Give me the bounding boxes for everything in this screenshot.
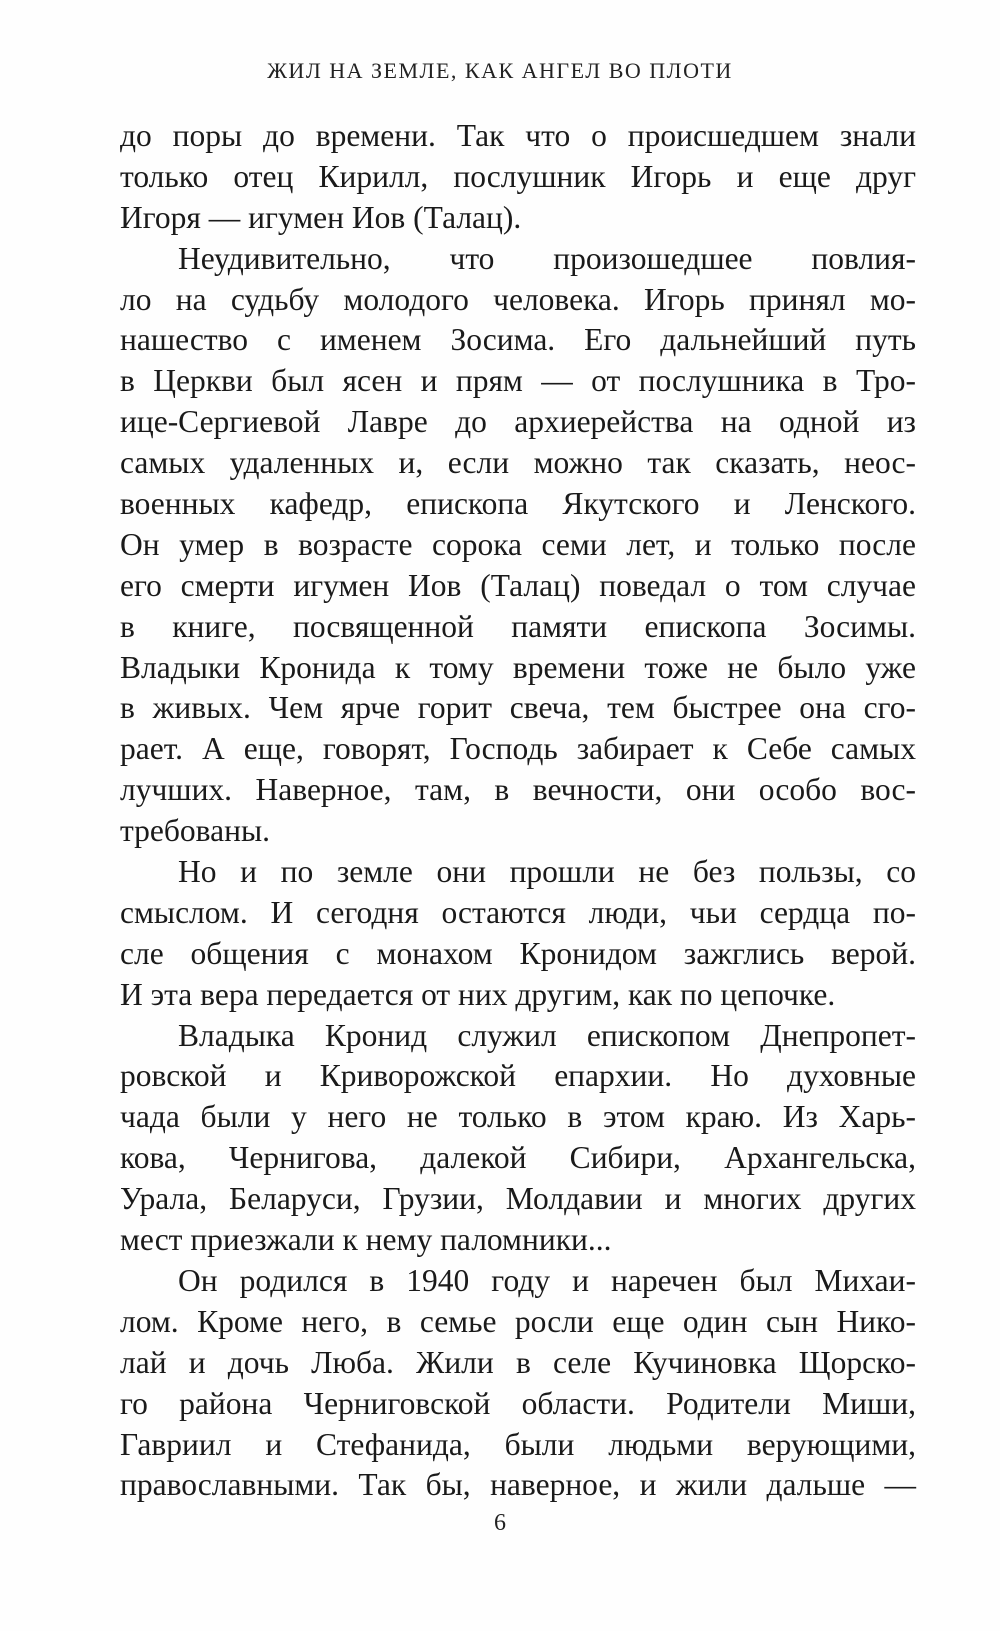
running-head: ЖИЛ НА ЗЕМЛЕ, КАК АНГЕЛ ВО ПЛОТИ (267, 58, 733, 83)
text-line: лом. Кроме него, в семье росли еще один сын Нико- (120, 1303, 916, 1339)
text-line: Гавриил и Стефанида, были людьми верующими, (120, 1426, 916, 1462)
text-line: кова, Чернигова, далекой Сибири, Архангельска, (120, 1140, 916, 1176)
text-line: сле общения с монахом Кронидом зажглись верой. (120, 935, 916, 971)
text-line: Владыки Кронида к тому времени тоже не было уже (120, 649, 916, 685)
text-line: требованы. (120, 813, 270, 849)
text-line: ице-Сергиевой Лавре до архиерейства на одной из (120, 404, 916, 440)
text-line: самых удаленных и, если можно так сказать, неос- (120, 445, 916, 481)
text-line: мест приезжали к нему паломники... (120, 1222, 612, 1258)
page-number: 6 (494, 1510, 506, 1536)
text-line: Урала, Беларуси, Грузии, Молдавии и многих других (120, 1181, 916, 1217)
text-line: ровской и Криворожской епархии. Но духовные (120, 1058, 916, 1094)
text-line: Неудивительно, что произошедшее повлия- (178, 240, 916, 276)
text-line: нашество с именем Зосима. Его дальнейший путь (120, 322, 916, 358)
body-text (120, 116, 916, 1506)
text-line: рает. А еще, говорят, Господь забирает к Себе самых (120, 731, 916, 767)
text-line: Но и по земле они прошли не без пользы, со (178, 854, 916, 890)
text-line: в книге, посвященной памяти епископа Зосимы. (120, 608, 916, 644)
text-line: смыслом. И сегодня остаются люди, чьи сердца по- (120, 894, 916, 930)
text-line: Владыка Кронид служил епископом Днепропет- (178, 1017, 916, 1053)
text-line: Он родился в 1940 году и наречен был Михаи- (178, 1262, 916, 1298)
text-line: И эта вера передается от них другим, как по цепочке. (120, 976, 836, 1012)
text-line: Игоря — игумен Иов (Талац). (120, 199, 522, 235)
text-line: го района Черниговской области. Родители Миши, (120, 1385, 916, 1421)
text-line: в живых. Чем ярче горит свеча, тем быстрее она сго- (120, 690, 916, 726)
text-line: его смерти игумен Иов (Талац) поведал о том случае (120, 567, 916, 603)
text-line: до поры до времени. Так что о происшедшем знали (120, 118, 916, 153)
text-line: православными. Так бы, наверное, и жили дальше — (120, 1467, 916, 1503)
text-line: только отец Кирилл, послушник Игорь и еще друг (120, 158, 916, 194)
text-line: в Церкви был ясен и прям — от послушника в Тро- (120, 363, 916, 399)
text-line: чада были у него не только в этом краю. Из Харь- (120, 1099, 916, 1135)
text-line: лучших. Наверное, там, в вечности, они особо вос- (120, 772, 916, 808)
text-line: Он умер в возрасте сорока семи лет, и только после (120, 526, 916, 562)
text-line: военных кафедр, епископа Якутского и Ленского. (120, 486, 916, 522)
text-line: лай и дочь Люба. Жили в селе Кучиновка Щорско- (120, 1344, 916, 1380)
text-line: ло на судьбу молодого человека. Игорь принял мо- (120, 281, 916, 317)
